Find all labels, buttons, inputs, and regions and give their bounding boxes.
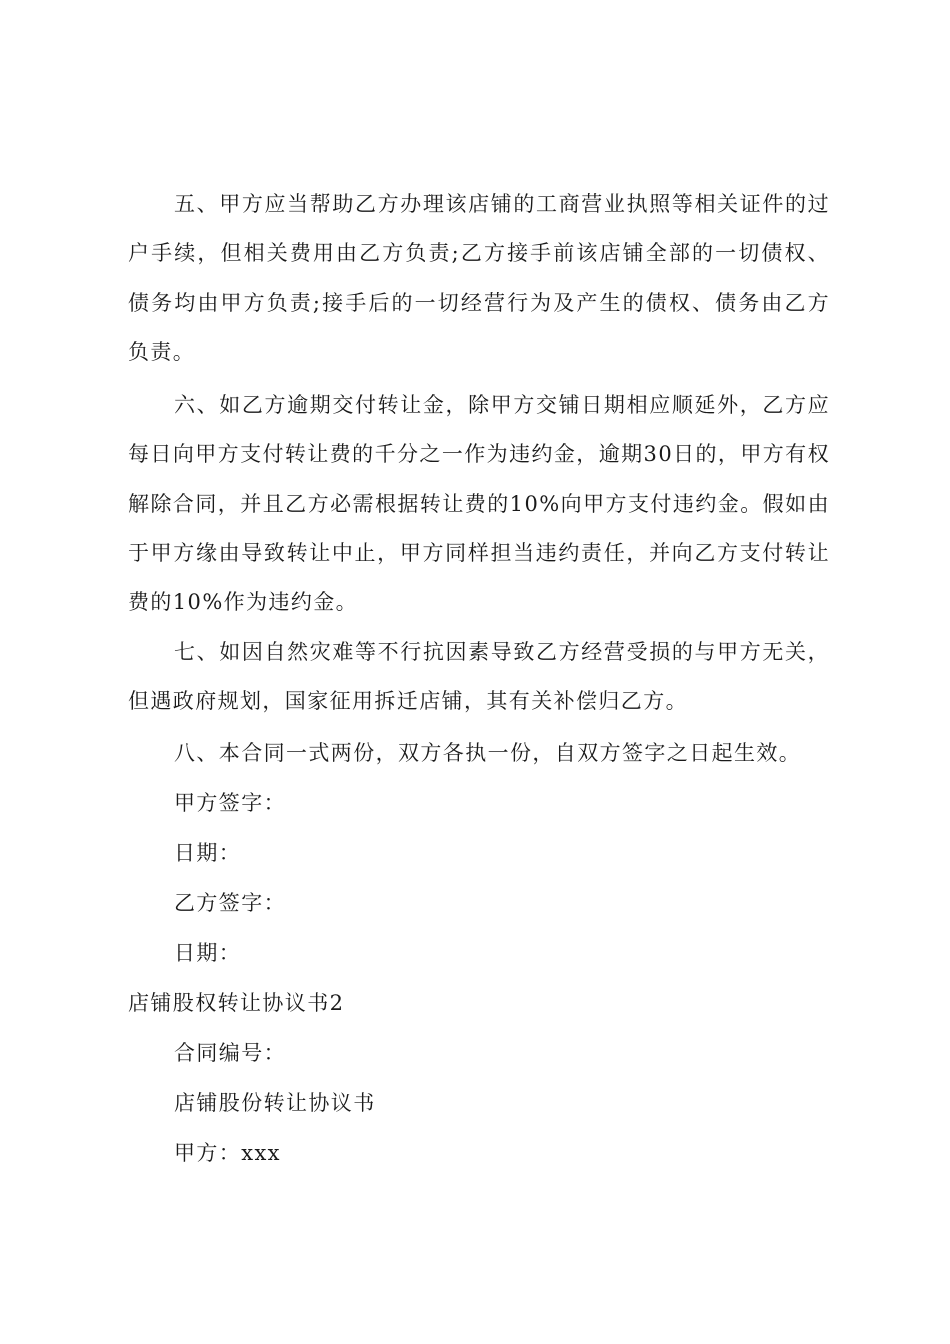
party-a-signature-label: 甲方签字：	[174, 791, 286, 815]
party-b-signature-label: 乙方签字：	[174, 891, 286, 915]
agreement-title: 店铺股份转让协议书	[174, 1091, 376, 1115]
party-a-name: 甲方：xxx	[174, 1141, 281, 1165]
clause-6: 六、如乙方逾期交付转让金，除甲方交铺日期相应顺延外，乙方应每日向甲方支付转让费的千分之一作为违约金，逾期30日的，甲方有权解除合同，并且乙方必需根据转让费的10%向甲方支付违约金。假如由于甲方缘由导致转让中止，甲方同样担当违约责任，并向乙方支付转让费的10%作为违约金。	[128, 393, 830, 615]
section-heading: 店铺股权转让协议书2	[128, 991, 345, 1015]
clause-5: 五、甲方应当帮助乙方办理该店铺的工商营业执照等相关证件的过户手续，但相关费用由乙方负责;乙方接手前该店铺全部的一切债权、债务均由甲方负责;接手后的一切经营行为及产生的债权、债务由乙方负责。	[128, 192, 830, 364]
clause-8: 八、本合同一式两份，双方各执一份，自双方签字之日起生效。	[174, 741, 802, 765]
party-a-date-label: 日期：	[174, 841, 242, 865]
clause-7: 七、如因自然灾难等不行抗因素导致乙方经营受损的与甲方无关，但遇政府规划，国家征用拆迁店铺，其有关补偿归乙方。	[128, 640, 830, 714]
party-b-date-label: 日期：	[174, 941, 242, 965]
contract-number-label: 合同编号：	[174, 1041, 286, 1065]
